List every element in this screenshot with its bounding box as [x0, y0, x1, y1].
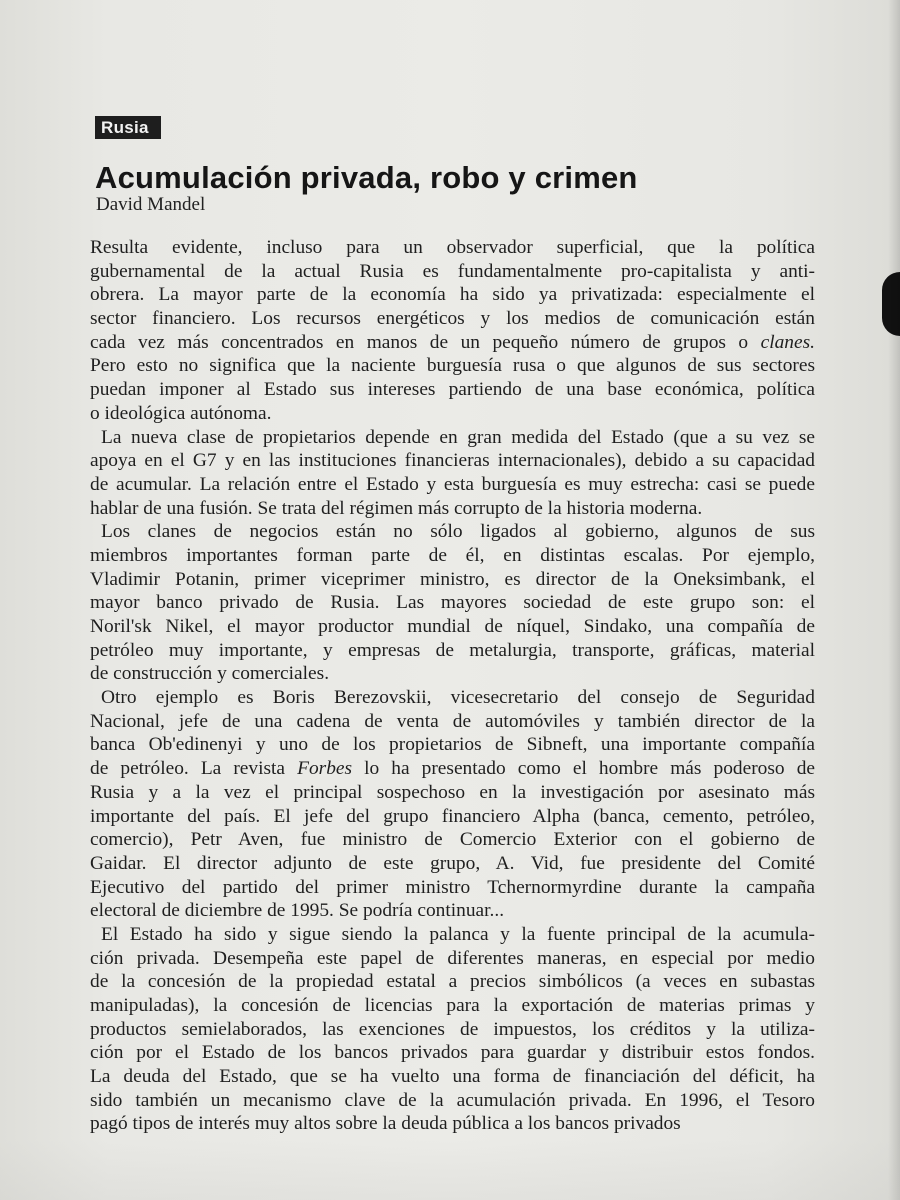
text-line: puedan imponer al Estado sus intereses partiendo de una base económica, política [90, 379, 815, 401]
text-line: miembros importantes forman parte de él, en distintas escalas. Por ejemplo, [90, 544, 815, 566]
italic-text: clanes. [760, 331, 815, 353]
text-line: Pero esto no significa que la naciente burguesía rusa o que algunos de sus sectores [90, 355, 815, 377]
text-line: obrera. La mayor parte de la economía ha sido ya privatizada: especialmente el [90, 284, 815, 306]
text-line: apoya en el G7 y en las instituciones financieras internacionales), debido a su capacidad [90, 450, 815, 472]
article-author: David Mandel [96, 194, 206, 215]
text-line: hablar de una fusión. Se trata del régimen más corrupto de la historia moderna. [90, 497, 703, 519]
page-edge-shadow [888, 0, 900, 1200]
text-line: Ejecutivo del partido del primer ministro Tchernormyrdine durante la campaña [90, 876, 815, 898]
text-line: electoral de diciembre de 1995. Se podría continuar... [90, 900, 505, 922]
text-line: pagó tipos de interés muy altos sobre la deuda pública a los bancos privados [90, 1113, 681, 1135]
italic-text: Forbes [297, 758, 353, 780]
text-line: de petróleo. La revista Forbes lo ha presentado como el hombre más poderoso de [90, 758, 815, 780]
text-line: Vladimir Potanin, primer viceprimer ministro, es director de la Oneksimbank, el [90, 568, 815, 590]
text-line: mayor banco privado de Rusia. Las mayores sociedad de este grupo son: el [90, 592, 815, 614]
paragraph [90, 686, 815, 923]
text-line: de la concesión de la propiedad estatal a precios simbólicos (a veces en subastas [90, 971, 815, 993]
paragraph [90, 426, 815, 521]
text-line: Los clanes de negocios están no sólo ligados al gobierno, algunos de sus [101, 521, 815, 543]
text-line: Otro ejemplo es Boris Berezovskii, vicesecretario del consejo de Seguridad [101, 687, 815, 709]
text-line: petróleo muy importante, y empresas de metalurgia, transporte, gráficas, material [90, 639, 815, 661]
article-title: Acumulación privada, robo y crimen [95, 160, 638, 195]
text-line: El Estado ha sido y sigue siendo la palanca y la fuente principal de la acumula- [101, 923, 815, 945]
text-line: cada vez más concentrados en manos de un pequeño número de grupos o clanes. [90, 331, 815, 353]
text-line: ción privada. Desempeña este papel de diferentes maneras, en especial por medio [90, 947, 815, 969]
paragraph [90, 236, 815, 426]
text-line: ción por el Estado de los bancos privados para guardar y distribuir estos fondos. [90, 1042, 815, 1064]
paragraph [90, 923, 815, 1136]
article-body [90, 236, 815, 1136]
text-line: importante del país. El jefe del grupo financiero Alpha (banca, cemento, petróleo, [90, 805, 815, 827]
text-line: banca Ob'edinenyi y uno de los propietarios de Sibneft, una importante compañía [90, 734, 815, 756]
text-line: comercio), Petr Aven, fue ministro de Comercio Exterior con el gobierno de [90, 829, 815, 851]
section-tag: Rusia [95, 116, 161, 139]
text-line: sector financiero. Los recursos energéticos y los medios de comunicación están [90, 308, 815, 330]
text-line: sido también un mecanismo clave de la acumulación privada. En 1996, el Tesoro [90, 1089, 815, 1111]
text-line: productos semielaborados, las exenciones de impuestos, los créditos y la utiliza- [90, 1018, 815, 1040]
page-bottom-shade [0, 1140, 900, 1200]
text-line: Rusia y a la vez el principal sospechoso en la investigación por asesinato más [90, 781, 815, 803]
text-line: La nueva clase de propietarios depende en gran medida del Estado (que a su vez se [101, 426, 815, 448]
text-line: Nacional, jefe de una cadena de venta de automóviles y también director de la [90, 710, 815, 732]
text-line: o ideológica autónoma. [90, 402, 272, 424]
text-line: de construcción y comerciales. [90, 663, 330, 685]
text-line: Resulta evidente, incluso para un observador superficial, que la política [90, 237, 815, 258]
text-line: Noril'sk Nikel, el mayor productor mundial de níquel, Sindako, una compañía de [90, 616, 815, 637]
text-line: gubernamental de la actual Rusia es fundamentalmente pro-capitalista y anti- [90, 260, 815, 282]
text-line: Gaidar. El director adjunto de este grupo, A. Vid, fue presidente del Comité [90, 852, 815, 874]
paragraph [90, 520, 815, 686]
text-line: La deuda del Estado, que se ha vuelto una forma de financiación del déficit, ha [90, 1066, 815, 1088]
text-line: de acumular. La relación entre el Estado y esta burguesía es muy estrecha: casi se puede [90, 473, 815, 495]
text-line: manipuladas), la concesión de licencias para la exportación de materias primas y [90, 995, 815, 1016]
